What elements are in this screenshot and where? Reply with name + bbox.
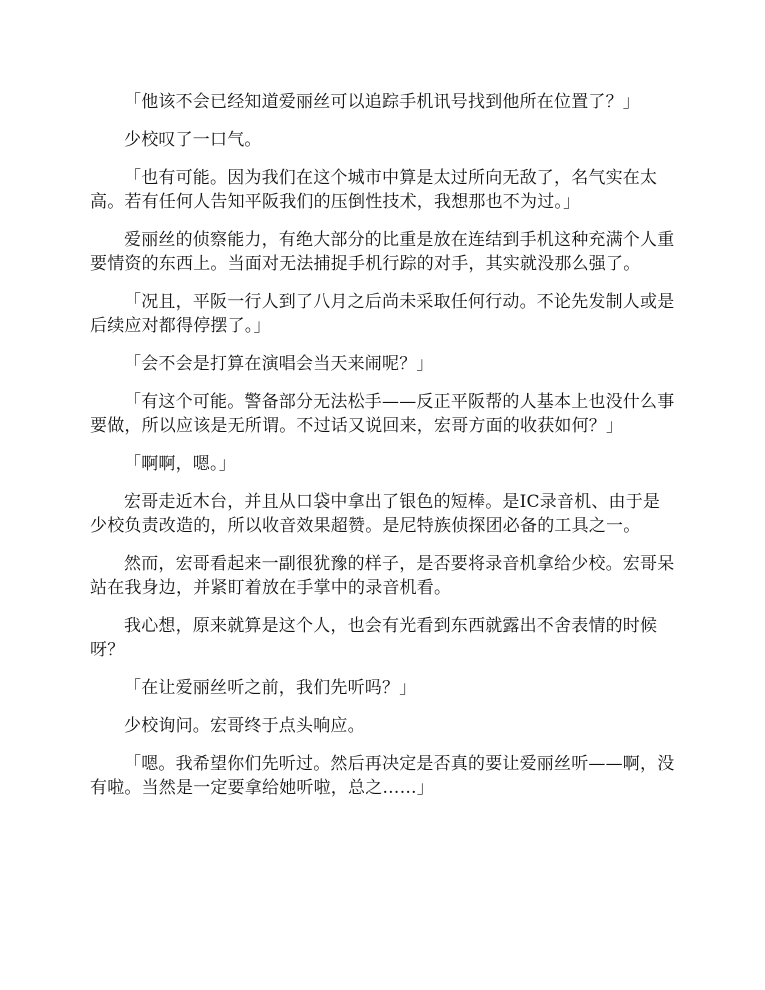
paragraph: 「有这个可能。警备部分无法松手——反正平阪帮的人基本上也没什么事要做，所以应该是无所谓。不过话又说回来，宏哥方面的收获如何？」: [90, 392, 675, 436]
paragraph: 我心想，原来就算是这个人，也会有光看到东西就露出不舍表情的时候呀？: [90, 616, 658, 660]
document-page: [90, 90, 675, 814]
paragraph: 「他该不会已经知道爱丽丝可以追踪手机讯号找到他所在位置了？」: [124, 92, 640, 112]
paragraph: 「也有可能。因为我们在这个城市中算是太过所向无敌了，名气实在太高。若有任何人告知平阪我们的压倒性技术，我想那也不为过。」: [90, 168, 658, 212]
paragraph: 「会不会是打算在演唱会当天来闹呢？」: [124, 354, 434, 374]
paragraph: 「嗯。我希望你们先听过。然后再决定是否真的要让爱丽丝听——啊，没有啦。当然是一定要拿给她听啦，总之……」: [90, 754, 675, 798]
paragraph: 「在让爱丽丝听之前，我们先听吗？」: [124, 678, 417, 698]
paragraph: 少校叹了一口气。: [124, 130, 262, 150]
paragraph: 「啊啊，嗯。」: [124, 454, 236, 474]
paragraph: 然而，宏哥看起来一副很犹豫的样子，是否要将录音机拿给少校。宏哥呆站在我身边，并紧盯着放在手掌中的录音机看。: [90, 554, 675, 598]
paragraph: 少校询问。宏哥终于点头响应。: [124, 716, 365, 736]
paragraph: 爱丽丝的侦察能力，有绝大部分的比重是放在连结到手机这种充满个人重要情资的东西上。当面对无法捕捉手机行踪的对手，其实就没那么强了。: [90, 230, 675, 274]
paragraph: 「况且，平阪一行人到了八月之后尚未采取任何行动。不论先发制人或是后续应对都得停摆了。」: [90, 292, 675, 336]
paragraph: 宏哥走近木台，并且从口袋中拿出了银色的短棒。是IC录音机、由于是少校负责改造的，所以收音效果超赞。是尼特族侦探团必备的工具之一。: [90, 492, 661, 536]
